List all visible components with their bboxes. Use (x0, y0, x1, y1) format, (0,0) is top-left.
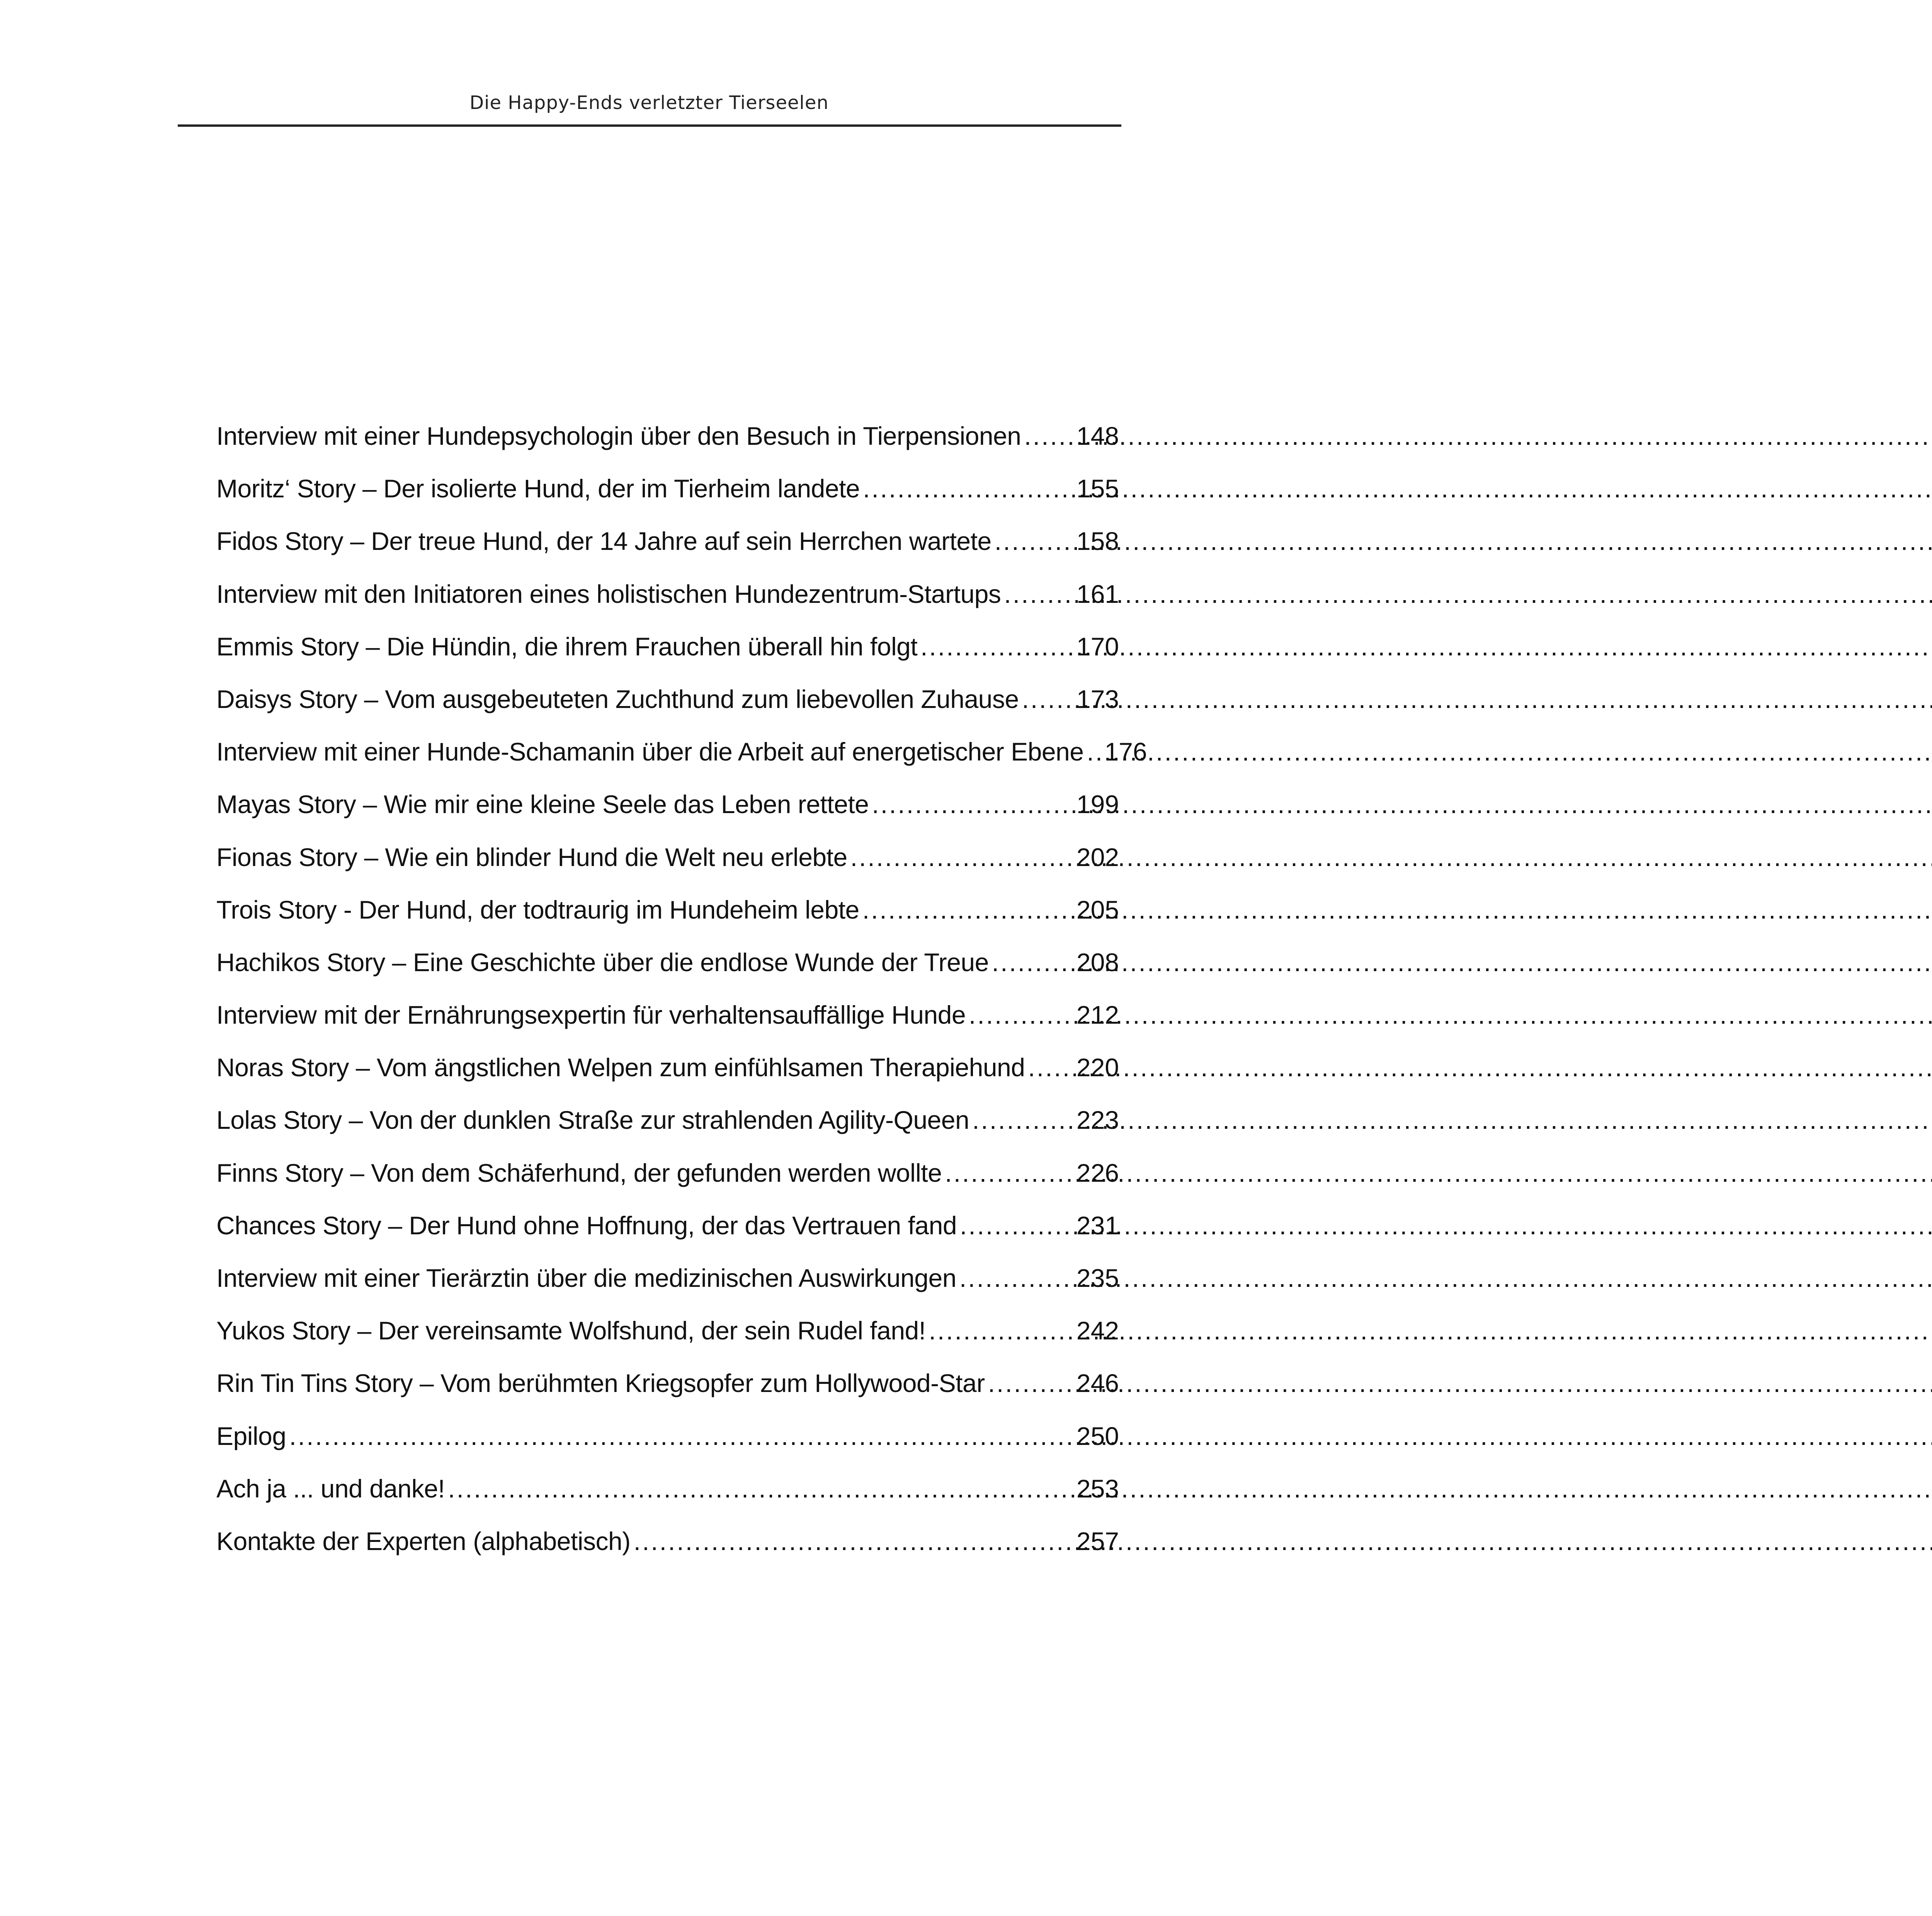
toc-entry-page: 170 (1076, 632, 1119, 661)
toc-entry[interactable] (216, 568, 1119, 620)
toc-entry[interactable] (216, 725, 1147, 778)
toc-entry[interactable] (216, 515, 1119, 567)
toc-entry-page: 235 (1076, 1264, 1119, 1292)
toc-entry-page: 212 (1076, 1001, 1119, 1029)
toc-dot-leader (862, 883, 1074, 936)
toc-dot-leader (1022, 673, 1074, 725)
toc-dot-leader (1024, 410, 1074, 462)
toc-entry-page: 202 (1076, 842, 1119, 871)
toc-entry-title: Rin Tin Tins Story – Vom berühmten Kriegsopfer zum Hollywood-Star (216, 1369, 985, 1398)
toc-entry[interactable] (216, 936, 1119, 989)
toc-entry-title: Moritz‘ Story – Der isolierte Hund, der im Tierheim landete (216, 474, 860, 503)
header-rule (178, 124, 1121, 127)
toc-entry-page: 205 (1076, 895, 1119, 924)
toc-entry-title: Hachikos Story – Eine Geschichte über die endlose Wunde der Treue (216, 948, 989, 977)
toc-entry-title: Chances Story – Der Hund ohne Hoffnung, der das Vertrauen fand (216, 1211, 957, 1240)
toc-dot-leader (289, 1410, 1074, 1462)
toc-entry[interactable] (216, 883, 1119, 936)
toc-dot-leader (872, 778, 1074, 830)
toc-entry-page: 220 (1076, 1053, 1119, 1082)
toc-entry-page: 223 (1076, 1106, 1119, 1135)
toc-entry-title: Emmis Story – Die Hündin, die ihrem Frauchen überall hin folgt (216, 632, 918, 661)
toc-dot-leader (969, 989, 1074, 1041)
toc-entry[interactable] (216, 778, 1119, 830)
toc-entry[interactable] (216, 1462, 1119, 1515)
toc-dot-leader (972, 1094, 1074, 1146)
toc-entry-title: Interview mit einer Tierärztin über die medizinischen Auswirkungen (216, 1264, 956, 1292)
toc-entry[interactable] (216, 1357, 1119, 1409)
toc-entry-page: 158 (1076, 527, 1119, 556)
toc-entry-page: 246 (1076, 1369, 1119, 1398)
toc-dot-leader (1028, 1041, 1074, 1094)
toc-dot-leader (960, 1199, 1074, 1252)
toc-entry[interactable] (216, 1147, 1119, 1199)
toc-entry[interactable] (216, 831, 1119, 883)
toc-entry-title: Fionas Story – Wie ein blinder Hund die Welt neu erlebte (216, 842, 847, 871)
table-of-contents (216, 410, 1147, 1567)
toc-entry[interactable] (216, 989, 1119, 1041)
toc-dot-leader (863, 462, 1074, 515)
toc-entry[interactable] (216, 1252, 1119, 1304)
toc-entry[interactable] (216, 1199, 1119, 1252)
toc-entry-page: 161 (1076, 579, 1119, 608)
toc-entry[interactable] (216, 1094, 1119, 1146)
toc-entry-title: Mayas Story – Wie mir eine kleine Seele das Leben rettete (216, 790, 869, 819)
toc-entry-page: 242 (1076, 1316, 1119, 1345)
running-header-title: Die Happy-Ends verletzter Tierseelen (469, 92, 829, 114)
toc-entry-title: Lolas Story – Von der dunklen Straße zur strahlenden Agility-Queen (216, 1106, 969, 1135)
toc-entry-page: 173 (1076, 684, 1119, 713)
toc-entry-title: Trois Story - Der Hund, der todtraurig im Hundeheim lebte (216, 895, 859, 924)
toc-entry[interactable] (216, 673, 1119, 725)
toc-dot-leader (988, 1357, 1074, 1409)
toc-dot-leader (929, 1304, 1074, 1357)
toc-entry-page: 155 (1076, 474, 1119, 503)
toc-entry[interactable] (216, 1410, 1119, 1462)
toc-entry[interactable] (216, 1304, 1119, 1357)
toc-entry-title: Epilog (216, 1421, 286, 1450)
toc-entry-page: 199 (1076, 790, 1119, 819)
toc-dot-leader (850, 831, 1074, 883)
toc-dot-leader (959, 1252, 1074, 1304)
toc-entry-title: Interview mit den Initiatoren eines holistischen Hundezentrum-Startups (216, 579, 1001, 608)
toc-dot-leader (1087, 725, 1102, 778)
toc-dot-leader (634, 1515, 1074, 1567)
toc-dot-leader (992, 936, 1074, 989)
toc-entry-title: Finns Story – Von dem Schäferhund, der gefunden werden wollte (216, 1158, 942, 1187)
toc-entry-page: 253 (1076, 1474, 1119, 1503)
toc-entry-page: 257 (1076, 1526, 1119, 1555)
toc-dot-leader (448, 1462, 1074, 1515)
toc-entry[interactable] (216, 1515, 1119, 1567)
toc-entry-title: Noras Story – Vom ängstlichen Welpen zum einfühlsamen Therapiehund (216, 1053, 1025, 1082)
toc-entry-page: 231 (1076, 1211, 1119, 1240)
toc-entry[interactable] (216, 1041, 1119, 1094)
toc-entry-title: Yukos Story – Der vereinsamte Wolfshund, der sein Rudel fand! (216, 1316, 926, 1345)
toc-dot-leader (995, 515, 1074, 567)
toc-entry-title: Interview mit einer Hundepsychologin über den Besuch in Tierpensionen (216, 422, 1021, 450)
toc-entry-title: Ach ja ... und danke! (216, 1474, 445, 1503)
toc-entry-title: Fidos Story – Der treue Hund, der 14 Jahre auf sein Herrchen wartete (216, 527, 992, 556)
toc-entry-title: Interview mit einer Hunde-Schamanin über die Arbeit auf energetischer Ebene (216, 737, 1084, 766)
toc-dot-leader (920, 620, 1074, 673)
toc-entry-page: 226 (1076, 1158, 1119, 1187)
toc-entry-page: 148 (1076, 422, 1119, 450)
toc-entry-title: Kontakte der Experten (alphabetisch) (216, 1526, 631, 1555)
toc-entry-page: 176 (1104, 737, 1147, 766)
toc-dot-leader (1004, 568, 1074, 620)
toc-entry-title: Daisys Story – Vom ausgebeuteten Zuchthund zum liebevollen Zuhause (216, 684, 1019, 713)
toc-entry[interactable] (216, 410, 1119, 462)
toc-entry-title: Interview mit der Ernährungsexpertin für verhaltensauffällige Hunde (216, 1001, 966, 1029)
toc-entry-page: 208 (1076, 948, 1119, 977)
toc-entry-page: 250 (1076, 1421, 1119, 1450)
toc-dot-leader (945, 1147, 1074, 1199)
toc-entry[interactable] (216, 462, 1119, 515)
toc-entry[interactable] (216, 620, 1119, 673)
